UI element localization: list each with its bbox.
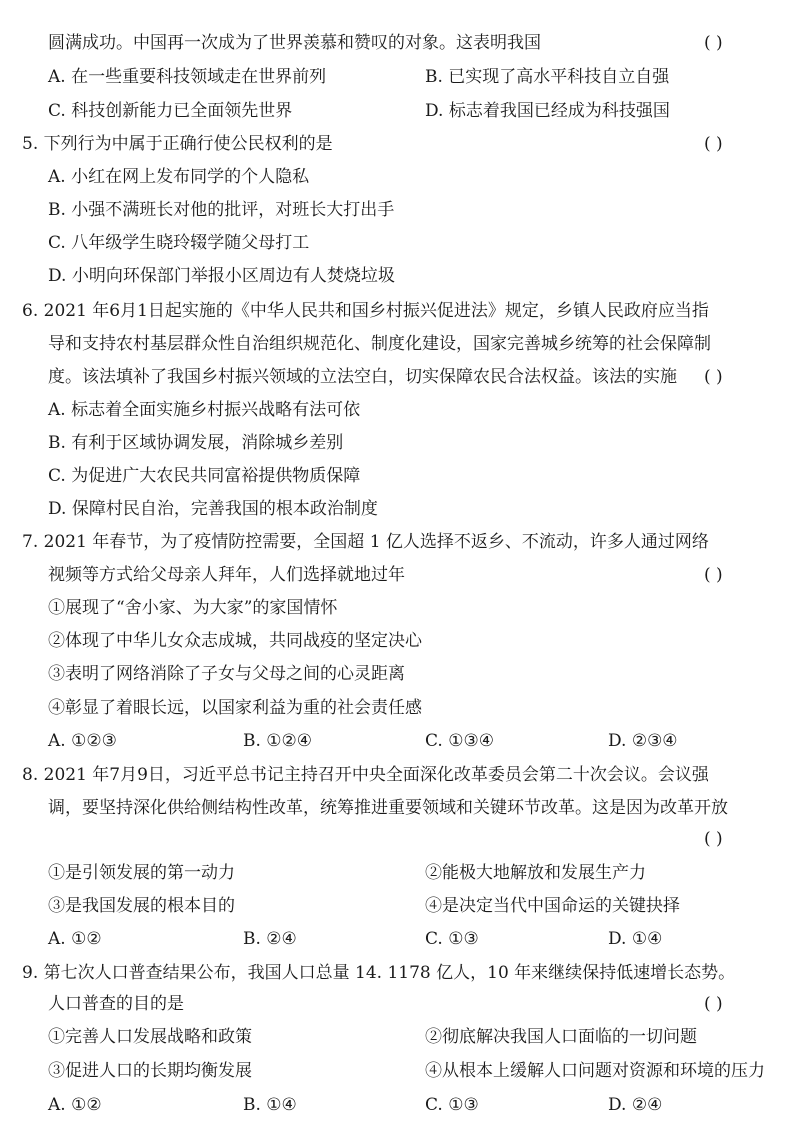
q7-statement-1: ①展现了“舍小家、为大家”的家国情怀	[48, 598, 338, 618]
q8-statement-4: ④是决定当代中国命运的关键抉择	[425, 896, 680, 916]
q6-option-d: D. 保障村民自治，完善我国的根本政治制度	[48, 499, 378, 519]
q6-stem-line-2: 导和支持农村基层群众性自治组织规范化、制度化建设，国家完善城乡统筹的社会保障制	[48, 334, 711, 354]
q6-option-c: C. 为促进广大农民共同富裕提供物质保障	[48, 466, 361, 486]
q9-statement-3: ③促进人口的长期均衡发展	[48, 1061, 252, 1081]
q7-stem-line-2: 视频等方式给父母亲人拜年，人们选择就地过年	[48, 565, 405, 585]
q4-option-b: B. 已实现了高水平科技自立自强	[425, 67, 670, 87]
q9-option-c: C. ①③	[425, 1095, 479, 1115]
q6-option-a: A. 标志着全面实施乡村振兴战略有法可依	[48, 400, 361, 420]
q9-option-d: D. ②④	[608, 1095, 663, 1115]
q8-statement-2: ②能极大地解放和发展生产力	[425, 863, 646, 883]
q6-option-b: B. 有利于区域协调发展，消除城乡差别	[48, 433, 344, 453]
q8-statement-3: ③是我国发展的根本目的	[48, 896, 235, 916]
q7-statement-2: ②体现了中华儿女众志成城，共同战疫的坚定决心	[48, 631, 422, 651]
q9-option-a: A. ①②	[48, 1095, 102, 1115]
q8-option-a: A. ①②	[48, 929, 102, 949]
q4-option-c: C. 科技创新能力已全面领先世界	[48, 101, 293, 121]
q7-statement-3: ③表明了网络消除了子女与父母之间的心灵距离	[48, 664, 405, 684]
q9-stem-line-2: 人口普查的目的是	[48, 994, 184, 1014]
q5-answer-paren: ( )	[704, 134, 723, 154]
q9-statement-2: ②彻底解决我国人口面临的一切问题	[425, 1027, 697, 1047]
q6-stem-line-1: 6. 2021 年6月1日起实施的《中华人民共和国乡村振兴促进法》规定，乡镇人民政府应当指	[22, 301, 709, 321]
q4-option-a: A. 在一些重要科技领域走在世界前列	[48, 67, 327, 87]
q8-option-c: C. ①③	[425, 929, 479, 949]
q7-stem-line-1: 7. 2021 年春节，为了疫情防控需要，全国超 1 亿人选择不返乡、不流动，许多人通过网络	[22, 532, 709, 552]
q9-answer-paren: ( )	[704, 994, 723, 1014]
q5-stem: 5. 下列行为中属于正确行使公民权利的是	[22, 134, 333, 154]
q7-statement-4: ④彰显了着眼长远，以国家利益为重的社会责任感	[48, 698, 422, 718]
q7-option-d: D. ②③④	[608, 731, 678, 751]
q7-option-a: A. ①②③	[48, 731, 117, 751]
q7-option-b: B. ①②④	[243, 731, 313, 751]
q9-stem-line-1: 9. 第七次人口普查结果公布，我国人口总量 14. 1178 亿人，10 年来继续保持低速增长态势。	[22, 963, 736, 983]
q9-option-b: B. ①④	[243, 1095, 297, 1115]
q7-answer-paren: ( )	[704, 565, 723, 585]
q5-option-d: D. 小明向环保部门举报小区周边有人焚烧垃圾	[48, 266, 395, 286]
q6-answer-paren: ( )	[704, 367, 723, 387]
q4-stem-tail: 圆满成功。中国再一次成为了世界羡慕和赞叹的对象。这表明我国	[48, 33, 541, 53]
q9-statement-4: ④从根本上缓解人口问题对资源和环境的压力	[425, 1061, 765, 1081]
q6-stem-line-3: 度。该法填补了我国乡村振兴领域的立法空白，切实保障农民合法权益。该法的实施	[48, 367, 677, 387]
q7-option-c: C. ①③④	[425, 731, 494, 751]
q8-stem-line-2: 调，要坚持深化供给侧结构性改革，统筹推进重要领域和关键环节改革。这是因为改革开放	[48, 798, 728, 818]
q4-answer-paren: ( )	[704, 33, 723, 53]
q5-option-a: A. 小红在网上发布同学的个人隐私	[48, 167, 310, 187]
q8-answer-paren: ( )	[704, 829, 723, 849]
q8-stem-line-1: 8. 2021 年7月9日，习近平总书记主持召开中央全面深化改革委员会第二十次会议。会议强	[22, 765, 709, 785]
q8-statement-1: ①是引领发展的第一动力	[48, 863, 235, 883]
q8-option-d: D. ①④	[608, 929, 663, 949]
q8-option-b: B. ②④	[243, 929, 297, 949]
q9-statement-1: ①完善人口发展战略和政策	[48, 1027, 252, 1047]
q5-option-b: B. 小强不满班长对他的批评，对班长大打出手	[48, 200, 395, 220]
q4-option-d: D. 标志着我国已经成为科技强国	[425, 101, 670, 121]
q5-option-c: C. 八年级学生晓玲辍学随父母打工	[48, 233, 310, 253]
